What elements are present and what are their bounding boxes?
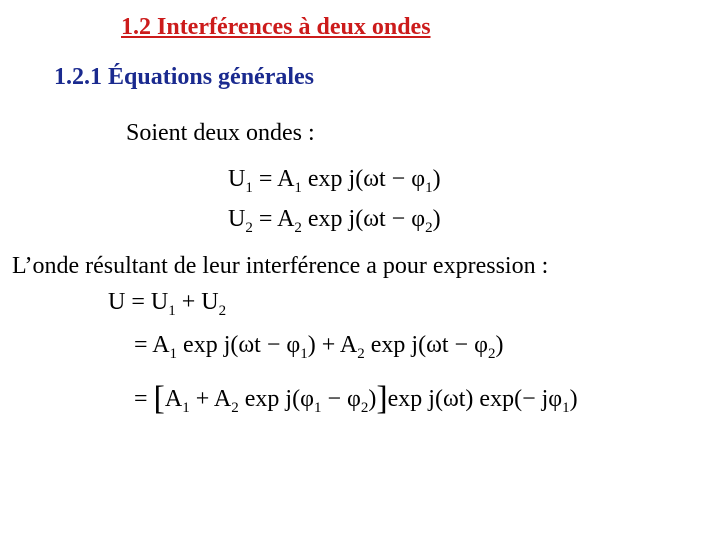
left-bracket: [ xyxy=(153,380,165,417)
equation-sum: $U = U_1 + U_2$ xyxy=(108,289,227,319)
right-bracket: ] xyxy=(376,380,388,417)
intro-text: Soient deux ondes : xyxy=(126,120,315,146)
equation-factored: = [$A_1 + A_2$ $\exp j(\varphi_1 - \varphi_2)]\exp$ j(ωt) $\exp(- j\varphi_1)$ xyxy=(134,380,578,417)
section-title: 1.2 Interférences à deux ondes xyxy=(121,14,431,40)
result-text: L’onde résultant de leur interférence a pour expression : xyxy=(12,253,549,279)
subsection-title: 1.2.1 Équations générales xyxy=(54,64,315,90)
equation-u2: $U_2 = A_2$ $\exp j(\omega t - \varphi_2)$ xyxy=(228,206,441,236)
equation-u1: $U_1 = A_1$ $\exp j(\omega t - \varphi_1)$ xyxy=(228,166,441,196)
equation-expanded: = $A_1$ $\exp j(\omega t - \varphi_1) + A_2$ $\exp j(\omega t - \varphi_2)$ xyxy=(134,332,504,362)
